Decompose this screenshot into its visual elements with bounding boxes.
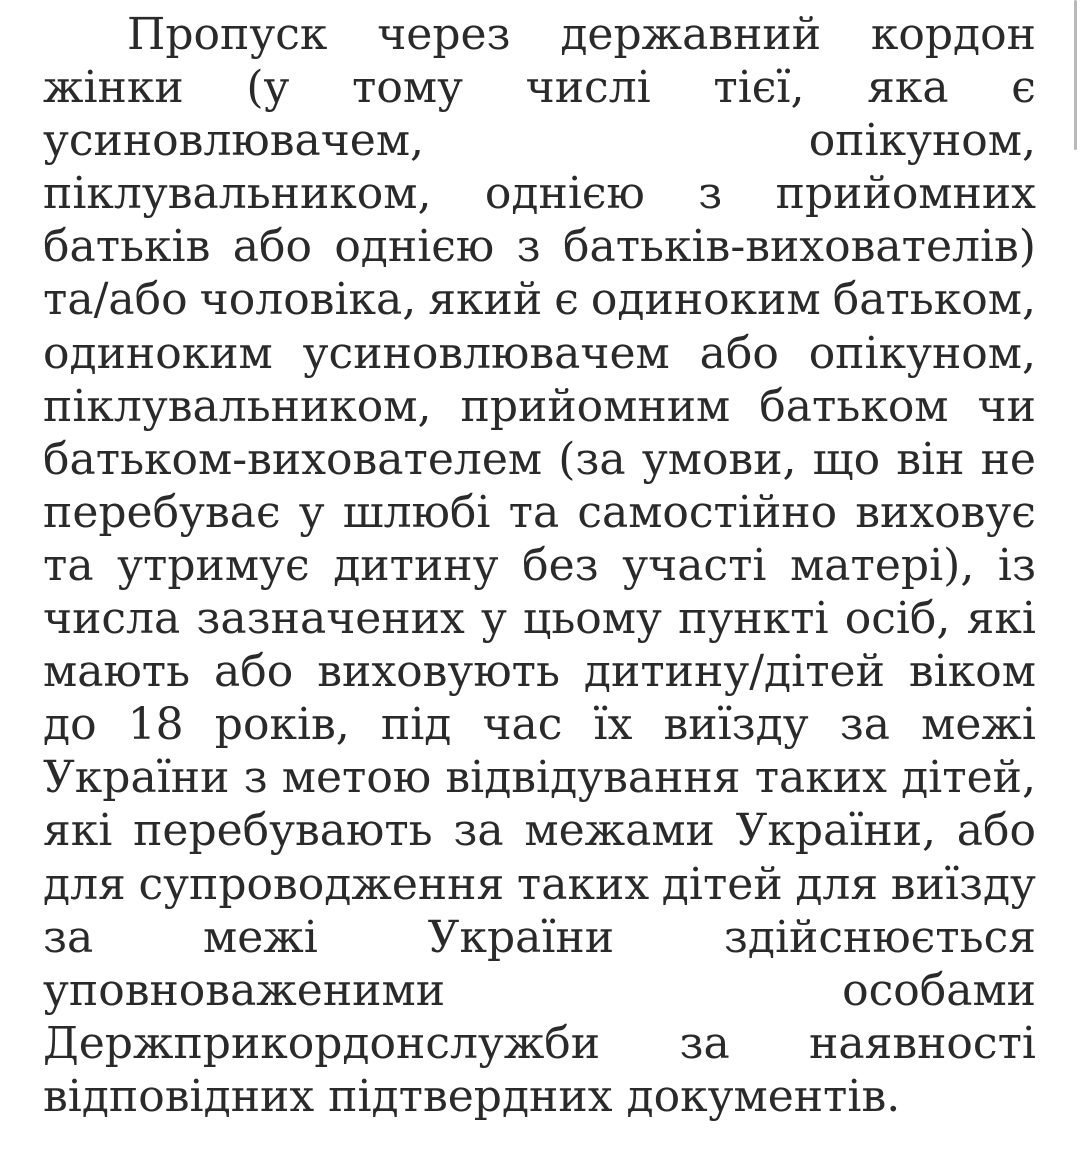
text-line: які перебувають за межами України, або: [43, 805, 1036, 857]
text-line: та/або чоловіка, який є одиноким батьком,: [43, 274, 1036, 326]
text-line: одиноким усиновлювачем або опікуном,: [43, 327, 1036, 379]
text-line: до 18 років, під час їх виїзду за межі: [43, 699, 1036, 751]
text-line: піклувальником, однією з прийомних: [43, 168, 1036, 220]
text-line: відповідних підтвердних документів.: [43, 1070, 901, 1122]
text-line: батьків або однією з батьків-вихователів): [43, 221, 1036, 273]
text-line: усиновлювачем, опікуном,: [43, 115, 1036, 167]
scrollbar[interactable]: [1074, 0, 1077, 150]
document-paragraph: [43, 8, 1036, 1123]
text-line: Держприкордонслужби за наявності: [43, 1017, 1036, 1069]
text-line: та утримує дитину без участі матері), із: [43, 539, 1036, 591]
text-line: для супроводження таких дітей для виїзду: [43, 858, 1036, 910]
text-line: піклувальником, прийомним батьком чи: [43, 380, 1036, 432]
text-line: України з метою відвідування таких дітей,: [43, 752, 1036, 804]
text-line: жінки (у тому числі тієї, яка є: [43, 62, 1036, 114]
text-line: перебуває у шлюбі та самостійно виховує: [43, 486, 1036, 538]
text-line: батьком-вихователем (за умови, що він не: [43, 433, 1036, 485]
text-line: за межі України здійснюється: [43, 911, 1036, 963]
text-line: числа зазначених у цьому пункті осіб, які: [43, 593, 1036, 645]
text-line: Пропуск через державний кордон: [127, 9, 1036, 60]
text-line: уповноваженими особами: [43, 964, 1036, 1016]
text-line: мають або виховують дитину/дітей віком: [43, 646, 1036, 698]
